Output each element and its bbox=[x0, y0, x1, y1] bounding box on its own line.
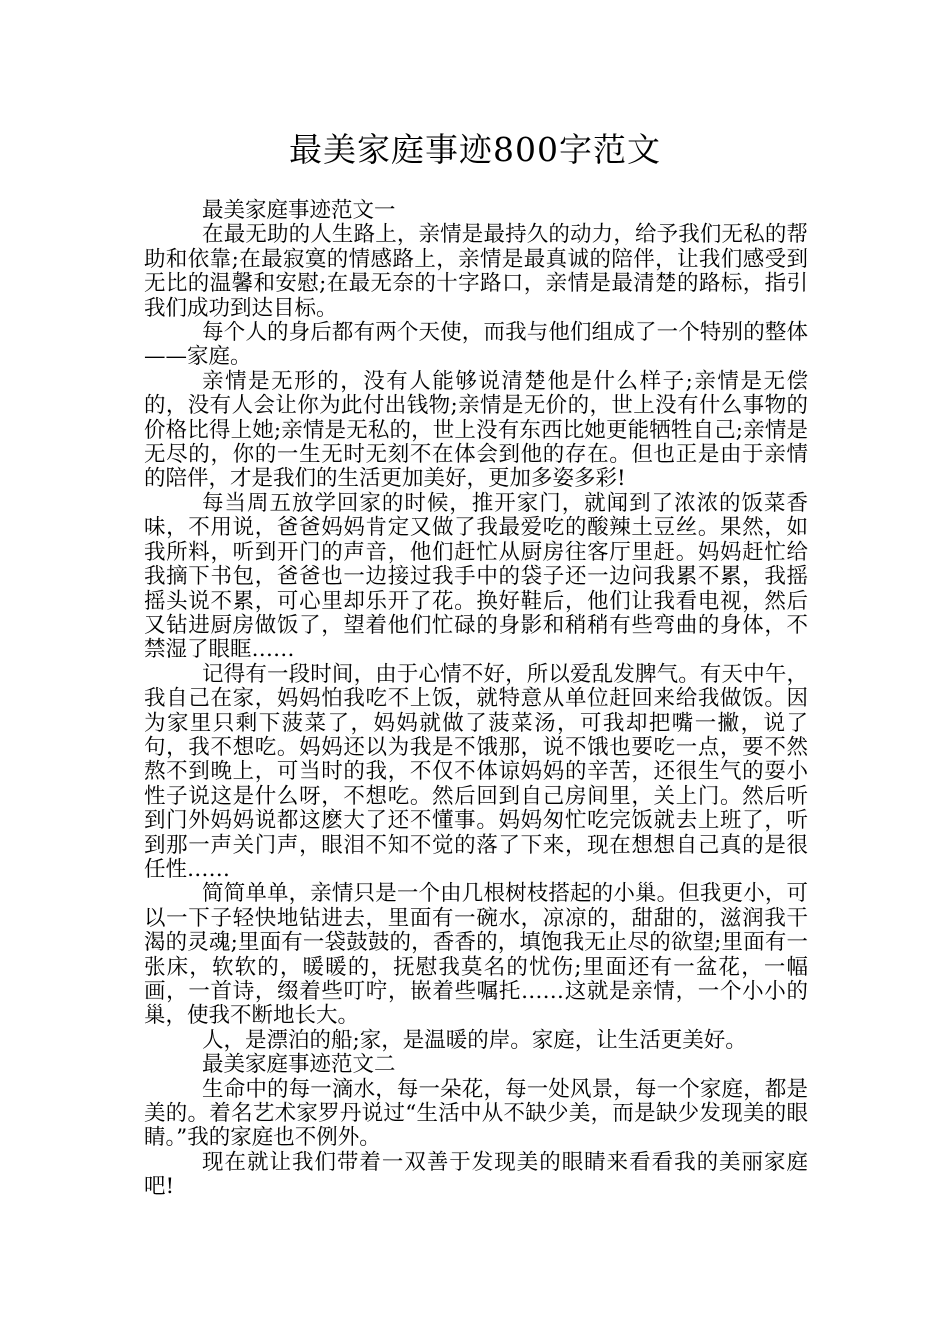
paragraph: 简简单单，亲情只是一个由几根树枝搭起的小巢。但我更小，可以一下子轻快地钻进去，里面有一碗水，凉凉的，甜甜的，滋润我干渴的灵魂;里面有一袋鼓鼓的，香香的，填饱我无止尽的欲望;里面有一张床，软软的，暖暖的，抚慰我莫名的忧伤;里面还有一盆花，一幅画，一首诗，缀着些叮咛，嵌着些嘱托……这就是亲情，一个小小的巢，使我不断地长大。 bbox=[144, 881, 808, 1029]
document-body bbox=[144, 199, 808, 1200]
document-title: 最美家庭事迹800字范文 bbox=[289, 130, 661, 169]
paragraph: 生命中的每一滴水，每一朵花，每一处风景，每一个家庭，都是美的。着名艺术家罗丹说过“生活中从不缺少美，而是缺少发现美的眼睛。”我的家庭也不例外。 bbox=[144, 1076, 808, 1151]
paragraph: 人，是漂泊的船;家，是温暖的岸。家庭，让生活更美好。 bbox=[202, 1027, 747, 1053]
paragraph: 亲情是无形的，没有人能够说清楚他是什么样子;亲情是无偿的，没有人会让你为此付出钱物;亲情是无价的，世上没有什么事物的价格比得上她;亲情是无私的，世上没有东西比她更能牺牲自己;亲情是无尽的，你的一生无时无刻不在体会到他的存在。但也正是由于亲情的陪伴，才是我们的生活更加美好，更加多姿多彩! bbox=[144, 368, 808, 492]
paragraph: 每当周五放学回家的时候，推开家门，就闻到了浓浓的饭菜香味，不用说，爸爸妈妈肯定又做了我最爱吃的酸辣土豆丝。果然，如我所料，听到开门的声音，他们赶忙从厨房往客厅里赶。妈妈赶忙给我摘下书包，爸爸也一边接过我手中的袋子还一边问我累不累，我摇摇头说不累，可心里却乐开了花。换好鞋后，他们让我看电视，然后又钻进厨房做饭了，望着他们忙碌的身影和稍稍有些弯曲的身体，不禁湿了眼眶…… bbox=[144, 490, 808, 663]
paragraph: 现在就让我们带着一双善于发现美的眼睛来看看我的美丽家庭吧! bbox=[144, 1149, 808, 1200]
paragraph: 每个人的身后都有两个天使，而我与他们组成了一个特别的整体——家庭。 bbox=[144, 320, 808, 370]
paragraph: 在最无助的人生路上，亲情是最持久的动力，给予我们无私的帮助和依靠;在最寂寞的情感路上，亲情是最真诚的陪伴，让我们感受到无比的温馨和安慰;在最无奈的十字路口，亲情是最清楚的路标，指引我们成功到达目标。 bbox=[144, 222, 808, 321]
section-heading-2: 最美家庭事迹范文二 bbox=[202, 1052, 396, 1078]
paragraph: 记得有一段时间，由于心情不好，所以爱乱发脾气。有天中午，我自己在家，妈妈怕我吃不上饭，就特意从单位赶回来给我做饭。因为家里只剩下菠菜了，妈妈就做了菠菜汤，可我却把嘴一撇，说了句，我不想吃。妈妈还以为我是不饿那，说不饿也要吃一点，要不然熬不到晚上，可当时的我，不仅不体谅妈妈的辛苦，还很生气的耍小性子说这是什么呀，不想吃。然后回到自己房间里，关上门。然后听到门外妈妈说都这麽大了还不懂事。妈妈匆忙吃完饭就去上班了，听到那一声关门声，眼泪不知不觉的落了下来，现在想想自己真的是很任性…… bbox=[144, 661, 808, 882]
section-heading-1: 最美家庭事迹范文一 bbox=[202, 198, 396, 223]
